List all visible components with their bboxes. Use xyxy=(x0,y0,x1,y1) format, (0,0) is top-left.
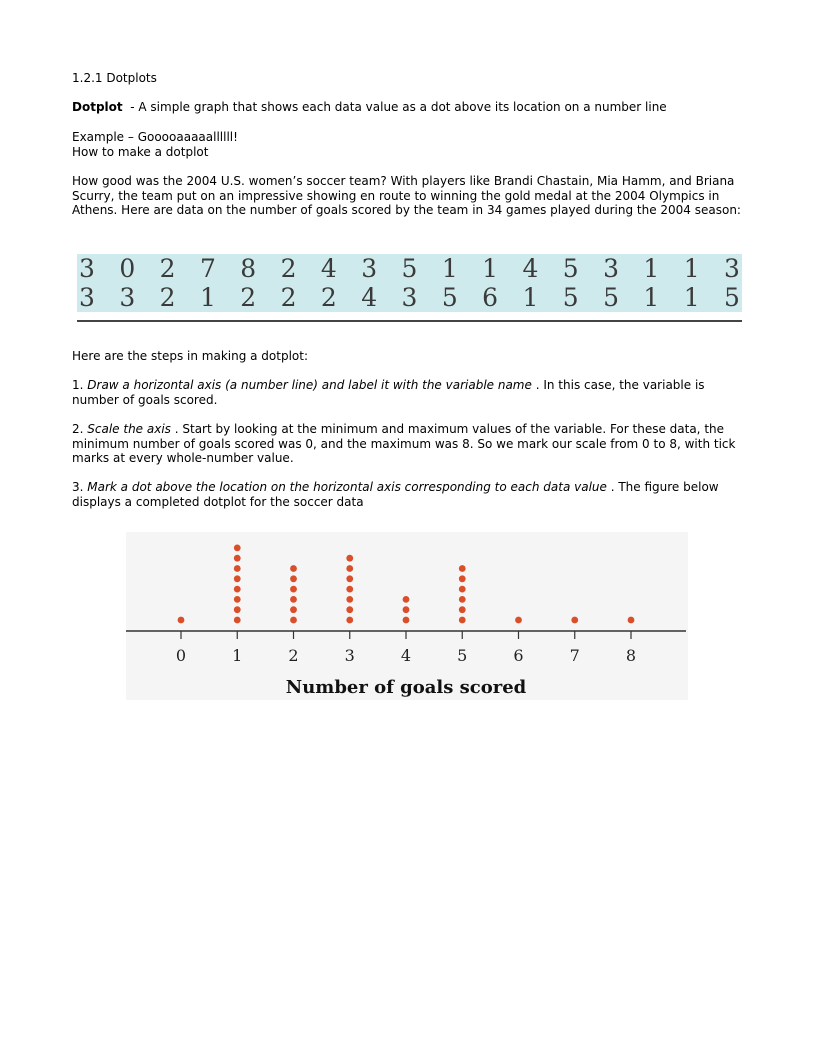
step-1-instruction: Draw a horizontal axis (a number line) and label it with the variable name xyxy=(87,378,532,392)
dot xyxy=(234,596,241,603)
step-1: 1. Draw a horizontal axis (a number line) and label it with the variable name . In this case, the variable is number of goals scored. xyxy=(72,378,705,407)
x-tick-label: 7 xyxy=(569,646,580,665)
dot xyxy=(628,617,635,624)
definition-term: Dotplot xyxy=(72,100,123,114)
data-cell: 5 xyxy=(401,254,418,283)
data-cell: 1 xyxy=(683,254,700,283)
dot xyxy=(290,606,297,613)
data-cell: 8 xyxy=(240,254,257,283)
dot xyxy=(346,586,353,593)
steps-intro: Here are the steps in making a dotplot: xyxy=(72,349,309,363)
data-cell: 1 xyxy=(482,254,499,283)
data-row-2 xyxy=(77,283,742,312)
dot xyxy=(234,606,241,613)
dot xyxy=(234,617,241,624)
dot xyxy=(290,586,297,593)
x-tick-label: 5 xyxy=(457,646,468,665)
step-2: 2. Scale the axis . Start by looking at the minimum and maximum values of the variable. For these data, the minimum number of goals scored was 0, and the maximum was 8. So we mark our scale from 0 to 8, with tick marks at every whole-number value. xyxy=(72,422,736,465)
dot xyxy=(234,565,241,572)
data-cell: 2 xyxy=(159,283,176,312)
dot xyxy=(459,606,466,613)
dot xyxy=(346,575,353,582)
data-cell: 3 xyxy=(79,283,95,312)
dot xyxy=(346,617,353,624)
data-cell: 3 xyxy=(361,254,378,283)
data-row-1 xyxy=(77,254,742,283)
dot xyxy=(290,565,297,572)
dot xyxy=(290,575,297,582)
dot xyxy=(234,575,241,582)
dotplot-figure xyxy=(126,532,688,700)
dot xyxy=(459,596,466,603)
dot xyxy=(346,565,353,572)
data-cell: 0 xyxy=(119,254,136,283)
dotplot-definition xyxy=(72,100,667,115)
goals-data-table xyxy=(77,254,742,312)
x-axis-label: Number of goals scored xyxy=(285,677,527,698)
x-tick-label: 0 xyxy=(175,646,187,665)
data-cell: 1 xyxy=(522,283,539,312)
x-tick-label: 3 xyxy=(344,646,355,665)
data-cell: 3 xyxy=(79,254,95,283)
data-cell: 1 xyxy=(683,283,700,312)
data-cell: 2 xyxy=(240,283,257,312)
data-cell: 5 xyxy=(724,283,740,312)
dot xyxy=(290,617,297,624)
step-3: 3. Mark a dot above the location on the horizontal axis corresponding to each data value . The figure below displays a completed dotplot for the soccer data xyxy=(72,480,719,509)
data-cell: 3 xyxy=(724,254,740,283)
data-cell: 2 xyxy=(280,283,297,312)
x-tick-label: 1 xyxy=(232,646,243,665)
x-tick-label: 2 xyxy=(288,646,299,665)
data-cell: 4 xyxy=(320,254,337,283)
dot xyxy=(403,617,410,624)
step-2-instruction: Scale the axis xyxy=(87,422,171,436)
dot xyxy=(459,586,466,593)
data-cell: 5 xyxy=(562,283,579,312)
dot xyxy=(178,617,185,624)
dot xyxy=(403,606,410,613)
dot xyxy=(459,617,466,624)
step-3-instruction: Mark a dot above the location on the horizontal axis corresponding to each data value xyxy=(87,480,607,494)
data-cell: 5 xyxy=(562,254,579,283)
dot xyxy=(234,545,241,552)
x-tick-label: 4 xyxy=(400,646,412,665)
data-cell: 1 xyxy=(643,254,660,283)
data-cell: 6 xyxy=(482,283,499,312)
dot xyxy=(403,596,410,603)
dot xyxy=(571,617,578,624)
data-cell: 2 xyxy=(159,254,176,283)
dot xyxy=(234,555,241,562)
dot xyxy=(346,596,353,603)
data-cell: 2 xyxy=(280,254,297,283)
section-heading: 1.2.1 Dotplots xyxy=(72,71,157,85)
dot xyxy=(459,575,466,582)
dotplot-chart xyxy=(126,532,688,700)
dot xyxy=(346,606,353,613)
definition-text: - A simple graph that shows each data value as a dot above its location on a number line xyxy=(122,100,667,114)
x-tick-label: 6 xyxy=(513,646,524,665)
example-line-1: Example – Gooooaaaaallllll! xyxy=(72,130,238,144)
data-cell: 7 xyxy=(199,254,216,283)
data-cell: 1 xyxy=(199,283,216,312)
data-cell: 1 xyxy=(441,254,458,283)
example-line-2: How to make a dotplot xyxy=(72,144,209,159)
data-cell: 3 xyxy=(603,254,620,283)
data-cell: 4 xyxy=(361,283,378,312)
data-cell: 4 xyxy=(522,254,539,283)
dot xyxy=(346,555,353,562)
data-cell: 5 xyxy=(441,283,458,312)
data-cell: 2 xyxy=(320,283,337,312)
dot xyxy=(515,617,522,624)
data-cell: 5 xyxy=(603,283,620,312)
dot xyxy=(290,596,297,603)
dot xyxy=(459,565,466,572)
data-cell: 1 xyxy=(643,283,660,312)
x-tick-label: 8 xyxy=(625,646,637,665)
dot xyxy=(234,586,241,593)
example-block xyxy=(72,130,238,159)
table-bottom-rule xyxy=(77,320,742,322)
data-cell: 3 xyxy=(401,283,418,312)
data-cell: 3 xyxy=(119,283,136,312)
intro-paragraph: How good was the 2004 U.S. women’s soccer team? With players like Brandi Chastain, Mia Hamm, and Briana Scurry, the team put on an impressive showing en route to winning the gold medal at the 2004 Olympics in Athens. Here are data on the number of goals scored by the team in 34 games played during the 2004 season: xyxy=(72,174,741,217)
